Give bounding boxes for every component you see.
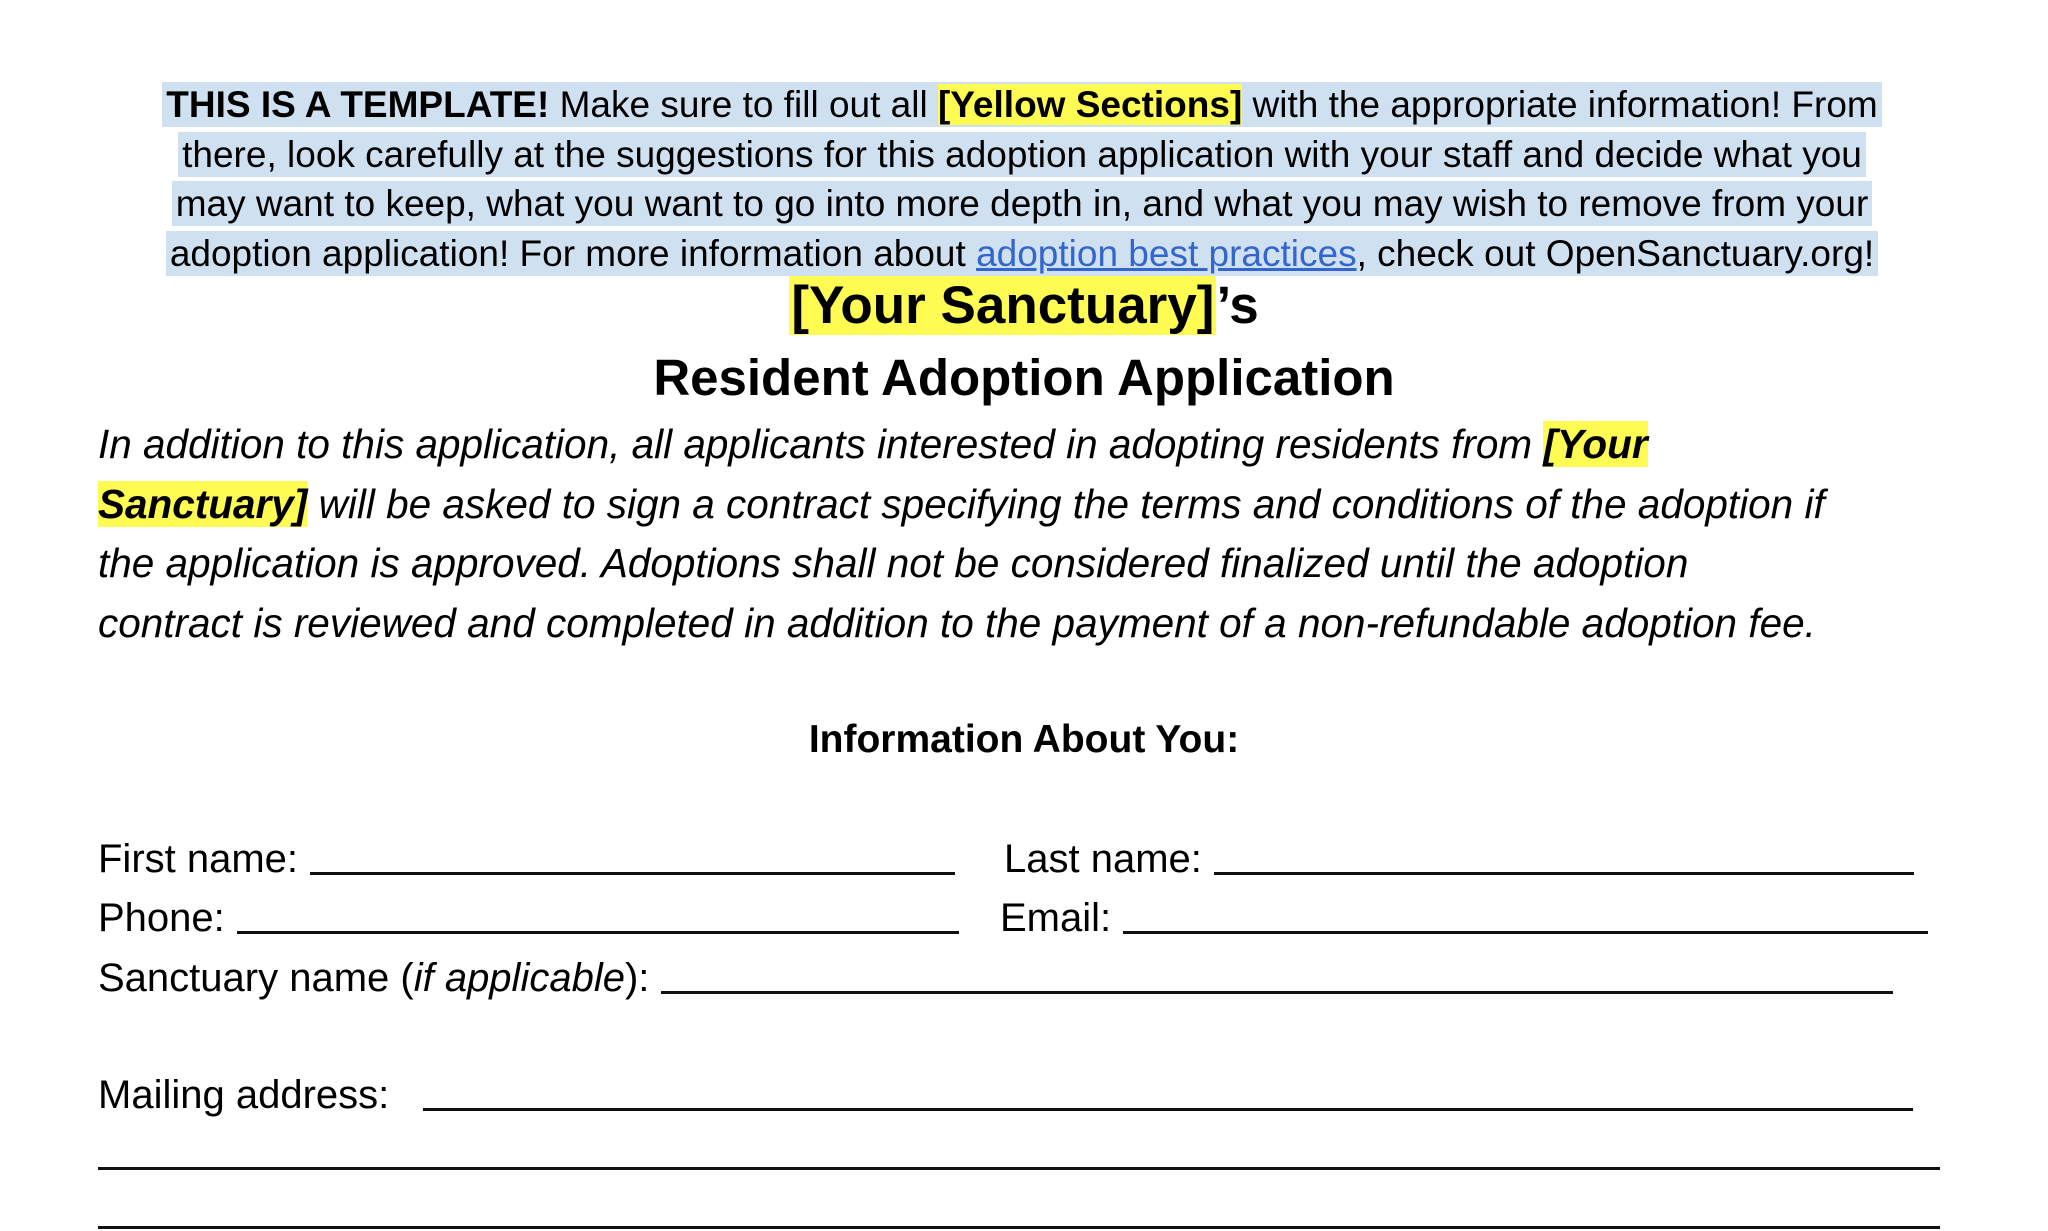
sanctuary-name-input-line[interactable]: [661, 991, 1893, 994]
name-row: [98, 834, 1938, 884]
intro-line-1: In addition to this application, all applicants interested in adopting residents from [Your: [98, 421, 1648, 467]
notice-text: , check out OpenSanctuary.org!: [1356, 232, 1875, 274]
section-heading-information-about-you: Information About You:: [808, 718, 1240, 761]
intro-line-2: Sanctuary] will be asked to sign a contract specifying the terms and conditions of the adoption if: [98, 480, 1825, 527]
first-name-label: First name:: [98, 837, 299, 881]
mailing-address-field: [98, 1070, 1913, 1120]
notice-text: adoption application! For more information about: [169, 232, 977, 274]
email-field: [1000, 893, 1928, 943]
sanctuary-placeholder-inline: Sanctuary]: [98, 480, 308, 527]
intro-line-3: the application is approved. Adoptions shall not be considered finalized until the adoption: [98, 540, 1689, 586]
phone-label: Phone:: [98, 896, 225, 940]
document-subtitle: Resident Adoption Application: [653, 349, 1395, 406]
sanctuary-name-placeholder: [Your Sanctuary]: [791, 276, 1215, 335]
sanctuary-placeholder-inline: [Your: [1543, 421, 1648, 467]
mailing-address-input-line-3[interactable]: [98, 1226, 1940, 1229]
contact-row: [98, 893, 1938, 943]
last-name-input-line[interactable]: [1214, 872, 1914, 875]
email-label: Email:: [1000, 896, 1112, 940]
intro-paragraph: [98, 415, 1958, 653]
first-name-field: [98, 834, 973, 884]
template-notice: [108, 80, 1936, 278]
notice-text: with the appropriate information! From: [1242, 84, 1878, 125]
sanctuary-name-label: Sanctuary name (if applicable):: [98, 956, 650, 1000]
notice-line-2: there, look carefully at the suggestions for this adoption application with your staff and decide what you: [108, 130, 1936, 180]
notice-line-1: [108, 80, 1936, 130]
title-possessive: ’s: [1216, 276, 1259, 335]
mailing-address-label: Mailing address:: [98, 1073, 390, 1117]
notice-bold-prefix: THIS IS A TEMPLATE!: [166, 84, 550, 125]
last-name-label: Last name:: [1004, 837, 1202, 881]
last-name-field: [1004, 834, 1914, 884]
adoption-best-practices-link[interactable]: adoption best practices: [976, 232, 1357, 274]
phone-field: [98, 893, 973, 943]
mailing-address-row: [98, 1070, 1938, 1120]
mailing-address-input-line-2[interactable]: [98, 1167, 1940, 1170]
first-name-input-line[interactable]: [310, 872, 955, 875]
mailing-address-input-line-1[interactable]: [423, 1108, 1913, 1111]
notice-line-3: may want to keep, what you want to go into more depth in, and what you may wish to remove from your: [108, 179, 1936, 229]
sanctuary-name-row: [98, 953, 1938, 1003]
phone-input-line[interactable]: [237, 931, 959, 934]
email-input-line[interactable]: [1123, 931, 1928, 934]
intro-line-4: contract is reviewed and completed in addition to the payment of a non-refundable adoption fee.: [98, 599, 1816, 646]
notice-text: Make sure to fill out all: [549, 84, 938, 125]
sanctuary-name-field: [98, 953, 1893, 1003]
yellow-sections-highlight: [Yellow Sections]: [937, 84, 1243, 125]
document-title: [0, 270, 2048, 342]
